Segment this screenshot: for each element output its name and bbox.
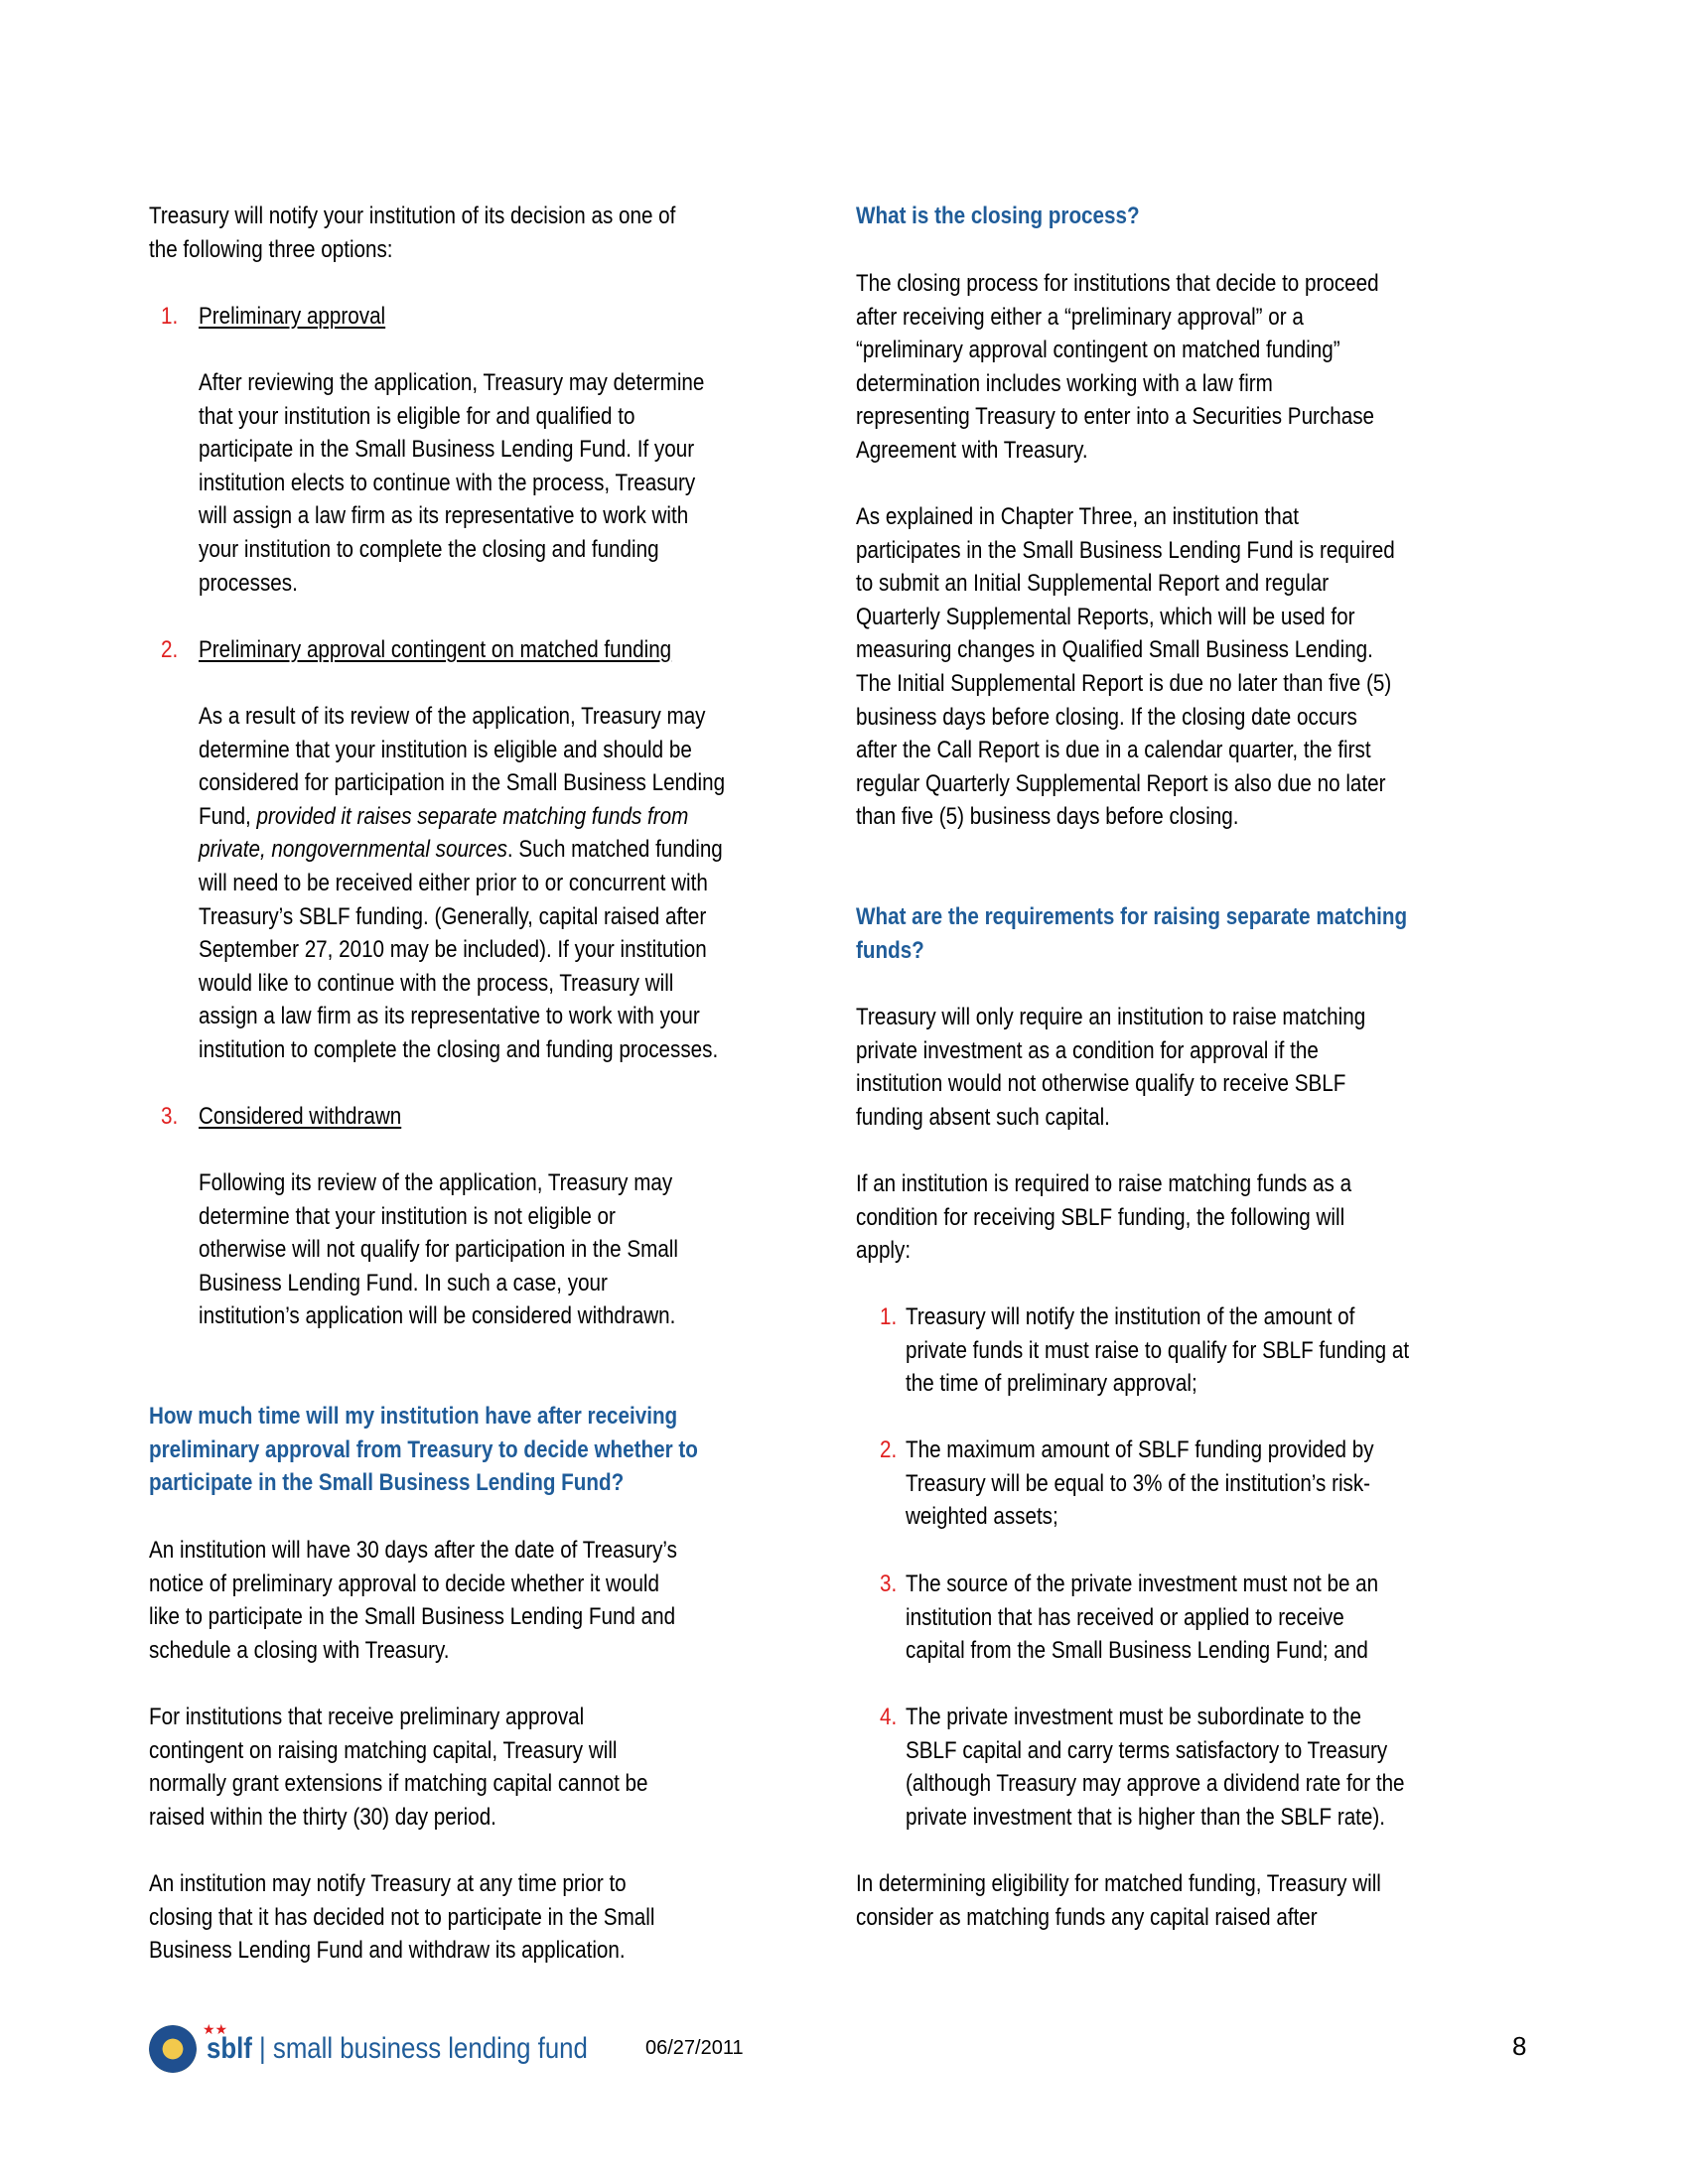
option-body-line: would like to continue with the process, Treasury will — [199, 969, 674, 997]
option-body-line: assign a law firm as its representative to work with your — [199, 1003, 700, 1030]
list-item-line: capital from the Small Business Lending Fund; and — [906, 1637, 1368, 1665]
option-body-line: that your institution is eligible for and qualified to — [199, 402, 635, 430]
logo-text — [207, 2032, 588, 2066]
option-body-line: otherwise will not qualify for participation in the Small — [199, 1236, 678, 1264]
italic-text-run: provided it raises separate matching funds from — [256, 802, 689, 830]
option-body-line: September 27, 2010 may be included). If your institution — [199, 936, 707, 964]
paragraph-line: regular Quarterly Supplemental Report is also due no later — [856, 769, 1386, 797]
option-title: Preliminary approval contingent on matched funding — [199, 636, 672, 663]
logo-sblf: sblf — [207, 2032, 252, 2065]
list-item-line: The private investment must be subordinate to the — [906, 1704, 1361, 1730]
paragraph-line: business days before closing. If the closing date occurs — [856, 703, 1357, 731]
sblf-logo — [149, 2021, 649, 2073]
paragraph-line: Business Lending Fund and withdraw its application. — [149, 1937, 626, 1965]
paragraph-line: private investment as a condition for approval if the — [856, 1036, 1319, 1064]
stars-icon: ★★ — [203, 2021, 228, 2037]
list-item-line: (although Treasury may approve a dividend rate for the — [906, 1770, 1405, 1798]
page-number: 8 — [1512, 2031, 1527, 2061]
list-number: 1. — [880, 1303, 898, 1330]
paragraph-line: “preliminary approval contingent on matched funding” — [856, 337, 1340, 364]
paragraph-line: like to participate in the Small Business Lending Fund and — [149, 1603, 676, 1631]
option-body-line: institution’s application will be considered withdrawn. — [199, 1302, 676, 1330]
section-heading: funds? — [856, 936, 924, 964]
list-item-line: private funds it must raise to qualify for SBLF funding at — [906, 1336, 1410, 1364]
paragraph-line: The closing process for institutions that decide to proceed — [856, 270, 1379, 297]
option-body-line: participate in the Small Business Lending Fund. If your — [199, 436, 695, 464]
list-item-line: The source of the private investment must not be an — [906, 1570, 1379, 1597]
paragraph-line: notice of preliminary approval to decide whether it would — [149, 1570, 659, 1597]
paragraph-line: apply: — [856, 1237, 912, 1265]
paragraph-line: schedule a closing with Treasury. — [149, 1636, 450, 1664]
option-body-line: Business Lending Fund. In such a case, your — [199, 1269, 608, 1297]
paragraph-line: Treasury will only require an institution to raise matching — [856, 1004, 1366, 1030]
option-body-line: determine that your institution is not eligible or — [199, 1202, 616, 1230]
option-body-line: your institution to complete the closing and funding — [199, 536, 659, 563]
option-body-line: determine that your institution is eligible and should be — [199, 736, 692, 763]
paragraph-line: raised within the thirty (30) day period. — [149, 1803, 496, 1831]
list-item-line: Treasury will be equal to 3% of the institution’s risk- — [906, 1469, 1371, 1497]
option-number: 1. — [161, 303, 179, 330]
option-body-line: institution to complete the closing and funding processes. — [199, 1036, 719, 1063]
paragraph-line: normally grant extensions if matching capital cannot be — [149, 1770, 648, 1798]
paragraph-line: participates in the Small Business Lending Fund is required — [856, 536, 1395, 564]
list-item-line: private investment that is higher than the SBLF rate). — [906, 1803, 1385, 1831]
option-title: Preliminary approval — [199, 303, 386, 330]
option-title: Considered withdrawn — [199, 1103, 402, 1130]
section-heading: How much time will my institution have after receiving — [149, 1403, 678, 1430]
paragraph-line: to submit an Initial Supplemental Report and regular — [856, 570, 1330, 598]
list-item-line: the time of preliminary approval; — [906, 1370, 1197, 1398]
paragraph-line: If an institution is required to raise matching funds as a — [856, 1170, 1352, 1197]
option-body-line — [199, 802, 688, 832]
option-body-line: After reviewing the application, Treasury may determine — [199, 369, 705, 396]
paragraph-line: In determining eligibility for matched funding, Treasury will — [856, 1870, 1381, 1897]
intro-text: Treasury will notify your institution of its decision as one of — [149, 203, 676, 229]
paragraph-line: contingent on raising matching capital, Treasury will — [149, 1736, 618, 1764]
section-heading: preliminary approval from Treasury to decide whether to — [149, 1435, 698, 1463]
paragraph-line: consider as matching funds any capital raised after — [856, 1903, 1318, 1931]
list-item-line: SBLF capital and carry terms satisfactory to Treasury — [906, 1736, 1388, 1764]
option-body-line: As a result of its review of the application, Treasury may — [199, 703, 706, 730]
footer-date: 06/27/2011 — [645, 2037, 744, 2059]
section-heading: What are the requirements for raising separate matching — [856, 903, 1408, 930]
paragraph-line: Agreement with Treasury. — [856, 437, 1088, 464]
paragraph-line: An institution will have 30 days after the date of Treasury’s — [149, 1537, 677, 1564]
intro-text: the following three options: — [149, 235, 393, 263]
paragraph-line: representing Treasury to enter into a Securities Purchase — [856, 403, 1375, 431]
paragraph-line: determination includes working with a law firm — [856, 369, 1273, 397]
list-item-line: The maximum amount of SBLF funding provided by — [906, 1436, 1374, 1463]
list-item-line: Treasury will notify the institution of the amount of — [906, 1303, 1355, 1330]
option-body-line: Treasury’s SBLF funding. (Generally, capital raised after — [199, 902, 707, 930]
list-number: 3. — [880, 1570, 898, 1597]
paragraph-line: The Initial Supplemental Report is due no later than five (5) — [856, 670, 1392, 697]
list-number: 2. — [880, 1436, 898, 1463]
paragraph-line: closing that it has decided not to participate in the Small — [149, 1903, 655, 1931]
paragraph-line: institution would not otherwise qualify to receive SBLF — [856, 1070, 1346, 1098]
option-body-line: will need to be received either prior to or concurrent with — [199, 870, 708, 896]
paragraph-line: measuring changes in Qualified Small Business Lending. — [856, 636, 1373, 664]
text-run: . Such matched funding — [506, 836, 723, 864]
option-body-line: institution elects to continue with the process, Treasury — [199, 469, 696, 496]
paragraph-line: than five (5) business days before closing. — [856, 803, 1239, 831]
paragraph-line: An institution may notify Treasury at any time prior to — [149, 1870, 627, 1897]
treasury-seal-icon — [149, 2025, 197, 2073]
logo-tagline: | small business lending fund — [251, 2032, 588, 2065]
paragraph-line: after receiving either a “preliminary approval” or a — [856, 303, 1304, 331]
list-number: 4. — [880, 1704, 898, 1730]
paragraph-line: For institutions that receive preliminary approval — [149, 1704, 585, 1730]
paragraph-line: funding absent such capital. — [856, 1103, 1110, 1131]
paragraph-line: after the Call Report is due in a calendar quarter, the first — [856, 737, 1371, 764]
option-number: 2. — [161, 636, 179, 663]
option-body-line: processes. — [199, 569, 298, 597]
paragraph-line: As explained in Chapter Three, an institution that — [856, 503, 1299, 530]
section-heading: participate in the Small Business Lending Fund? — [149, 1469, 625, 1497]
option-body-line: considered for participation in the Small Business Lending — [199, 769, 726, 797]
option-body-line — [199, 835, 723, 865]
paragraph-line: Quarterly Supplemental Reports, which will be used for — [856, 603, 1355, 630]
list-item-line: weighted assets; — [906, 1503, 1058, 1531]
option-number: 3. — [161, 1103, 179, 1130]
section-heading: What is the closing process? — [856, 203, 1140, 229]
list-item-line: institution that has received or applied to receive — [906, 1603, 1344, 1631]
text-run: Fund, — [199, 802, 257, 830]
option-body-line: Following its review of the application, Treasury may — [199, 1169, 673, 1196]
paragraph-line: condition for receiving SBLF funding, the following will — [856, 1203, 1345, 1231]
italic-text-run: private, nongovernmental sources — [199, 836, 507, 864]
option-body-line: will assign a law firm as its representative to work with — [199, 502, 689, 530]
